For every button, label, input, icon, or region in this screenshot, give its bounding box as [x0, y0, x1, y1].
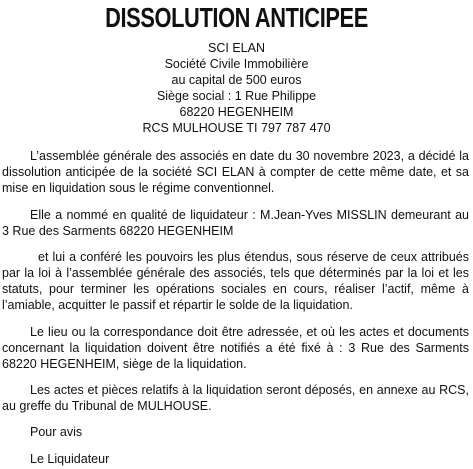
paragraph-liquidator-text: Elle a nommé en qualité de liquidateur : M.Jean-Yves MISSLIN demeurant au 3 Rue des Sarments 68220 HEGENHEIM [2, 208, 469, 238]
paragraph-filing [2, 382, 469, 414]
company-type: Société Civile Immobilière [164, 57, 309, 71]
paragraph-liquidator [2, 207, 469, 239]
notice-title: DISSOLUTION ANTICIPEE [105, 2, 368, 33]
paragraph-powers-text: et lui a conféré les pouvoirs les plus étendus, sous réserve de ceux attribués par la loi à l’assemblée générale des associés, tels que déterminés par la loi et les statuts, pour terminer les opérations sociales en cours, réaliser l’actif, même à l’amiable, acquitter le passif et répartir le solde de la liquidation. [2, 250, 469, 312]
paragraph-powers [2, 249, 469, 313]
company-postcode-city: 68220 HEGENHEIM [179, 105, 294, 119]
paragraph-filing-text: Les actes et pièces relatifs à la liquidation seront déposés, en annexe au RCS, au greffe du Tribunal de MULHOUSE. [2, 383, 469, 413]
closing-pour-avis [2, 424, 469, 440]
company-registration: RCS MULHOUSE TI 797 787 470 [142, 121, 331, 135]
signature-liquidateur-text: Le Liquidateur [30, 452, 110, 466]
paragraph-dissolution-text: L’assemblée générale des associés en date du 30 novembre 2023, a décidé la dissolution anticipée de la société SCI ELAN à compter de cette même date, et sa mise en liquidation sous le régime conventionnel. [2, 149, 469, 195]
company-address: Siège social : 1 Rue Philippe [156, 89, 317, 103]
paragraph-correspondence-text: Le lieu ou la correspondance doit être adressée, et où les actes et documents concernant la liquidation doivent être notifiés a été fixé à : 3 Rue des Sarments 68220 HEGENHEIM, siège de la liquidation. [2, 325, 469, 371]
company-header [0, 40, 473, 136]
company-capital: au capital de 500 euros [171, 73, 302, 87]
paragraph-correspondence [2, 324, 469, 372]
signature-liquidateur [2, 451, 469, 467]
company-name: SCI ELAN [208, 41, 265, 55]
paragraph-dissolution [2, 148, 469, 196]
closing-pour-avis-text: Pour avis [30, 425, 83, 439]
